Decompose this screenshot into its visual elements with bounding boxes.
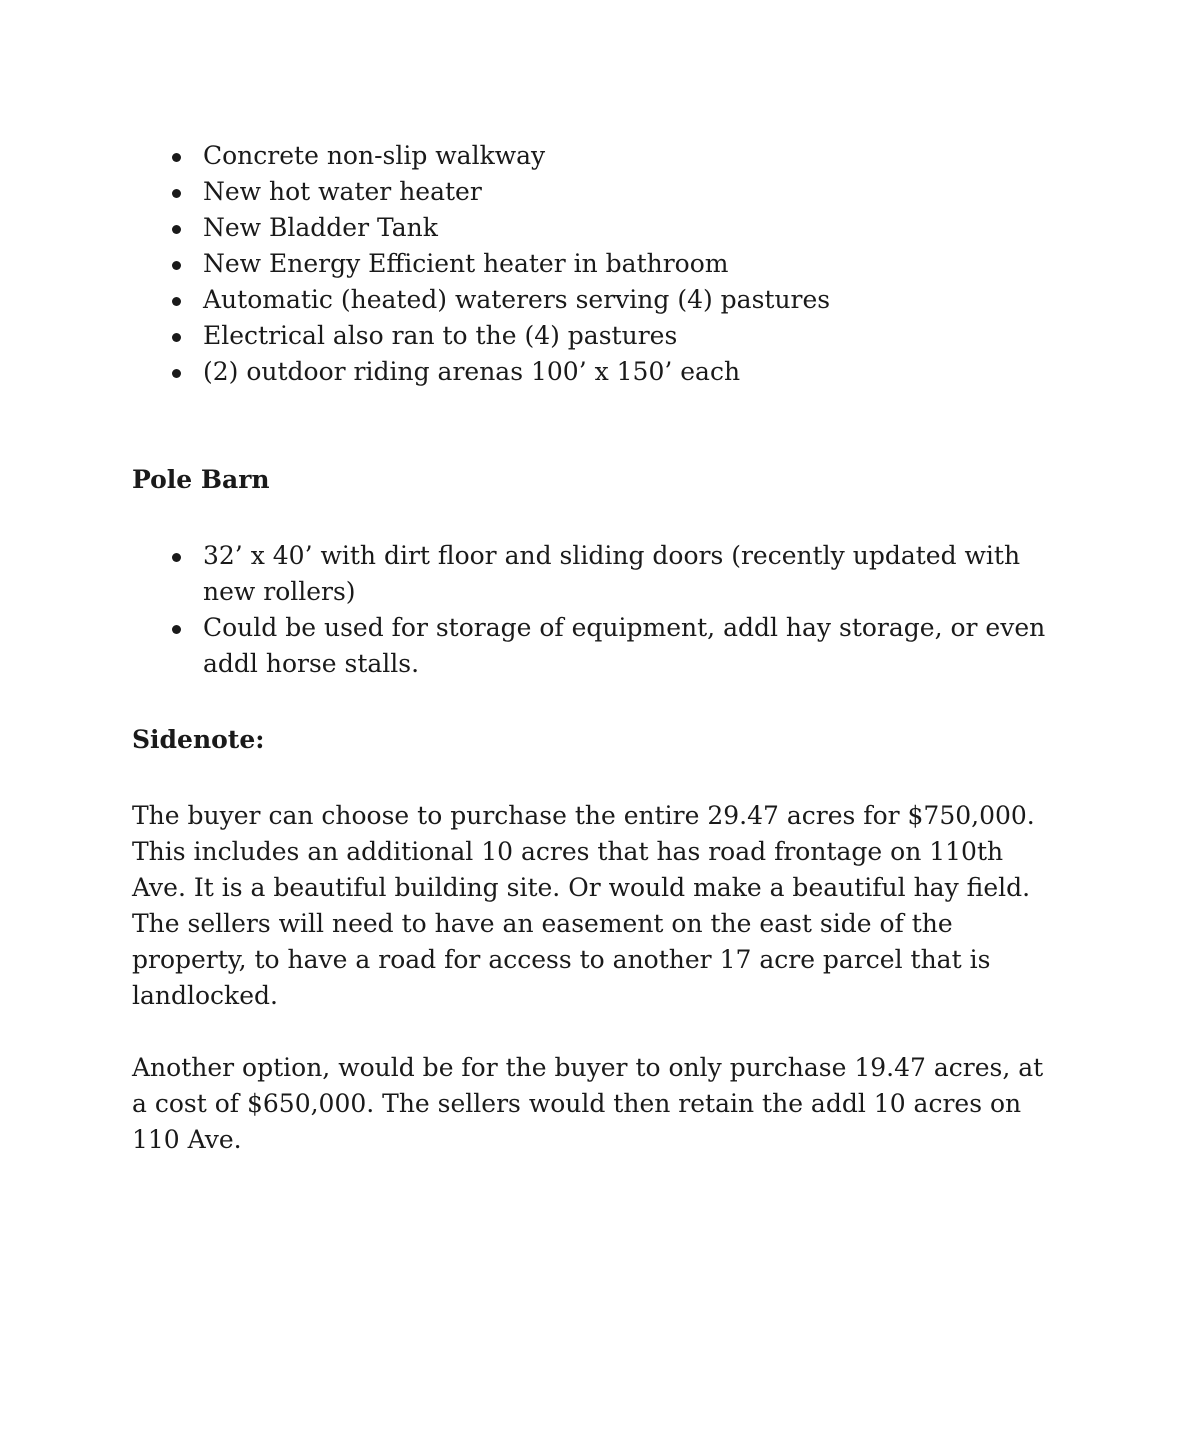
list-item: Could be used for storage of equipment, addl hay storage, or even addl horse stalls.: [132, 610, 1062, 682]
pole-barn-heading: Pole Barn: [132, 465, 270, 494]
sidenote-heading: Sidenote:: [132, 725, 265, 754]
pole-barn-list: [132, 538, 1062, 682]
list-item: New Energy Efficient heater in bathroom: [132, 246, 1062, 282]
sidenote-paragraph: Another option, would be for the buyer to only purchase 19.47 acres, at a cost of $650,000. The sellers would then retain the addl 10 acres on 110 Ave.: [132, 1053, 1044, 1154]
features-list: [132, 138, 1062, 390]
list-item: Automatic (heated) waterers serving (4) pastures: [132, 282, 1062, 318]
list-item: Concrete non-slip walkway: [132, 138, 1062, 174]
list-item: New Bladder Tank: [132, 210, 1062, 246]
list-item: New hot water heater: [132, 174, 1062, 210]
list-item: (2) outdoor riding arenas 100’ x 150’ each: [132, 354, 1062, 390]
list-item: Electrical also ran to the (4) pastures: [132, 318, 1062, 354]
sidenote-paragraph: The buyer can choose to purchase the entire 29.47 acres for $750,000. This includes an additional 10 acres that has road frontage on 110th Ave. It is a beautiful building site. Or would make a beautiful hay field. The sellers will need to have an easement on the east side of the property, to have a road for access to another 17 acre parcel that is landlocked.: [132, 801, 1035, 1010]
list-item: 32’ x 40’ with dirt floor and sliding doors (recently updated with new rollers): [132, 538, 1062, 610]
document-content: [132, 138, 1062, 1158]
